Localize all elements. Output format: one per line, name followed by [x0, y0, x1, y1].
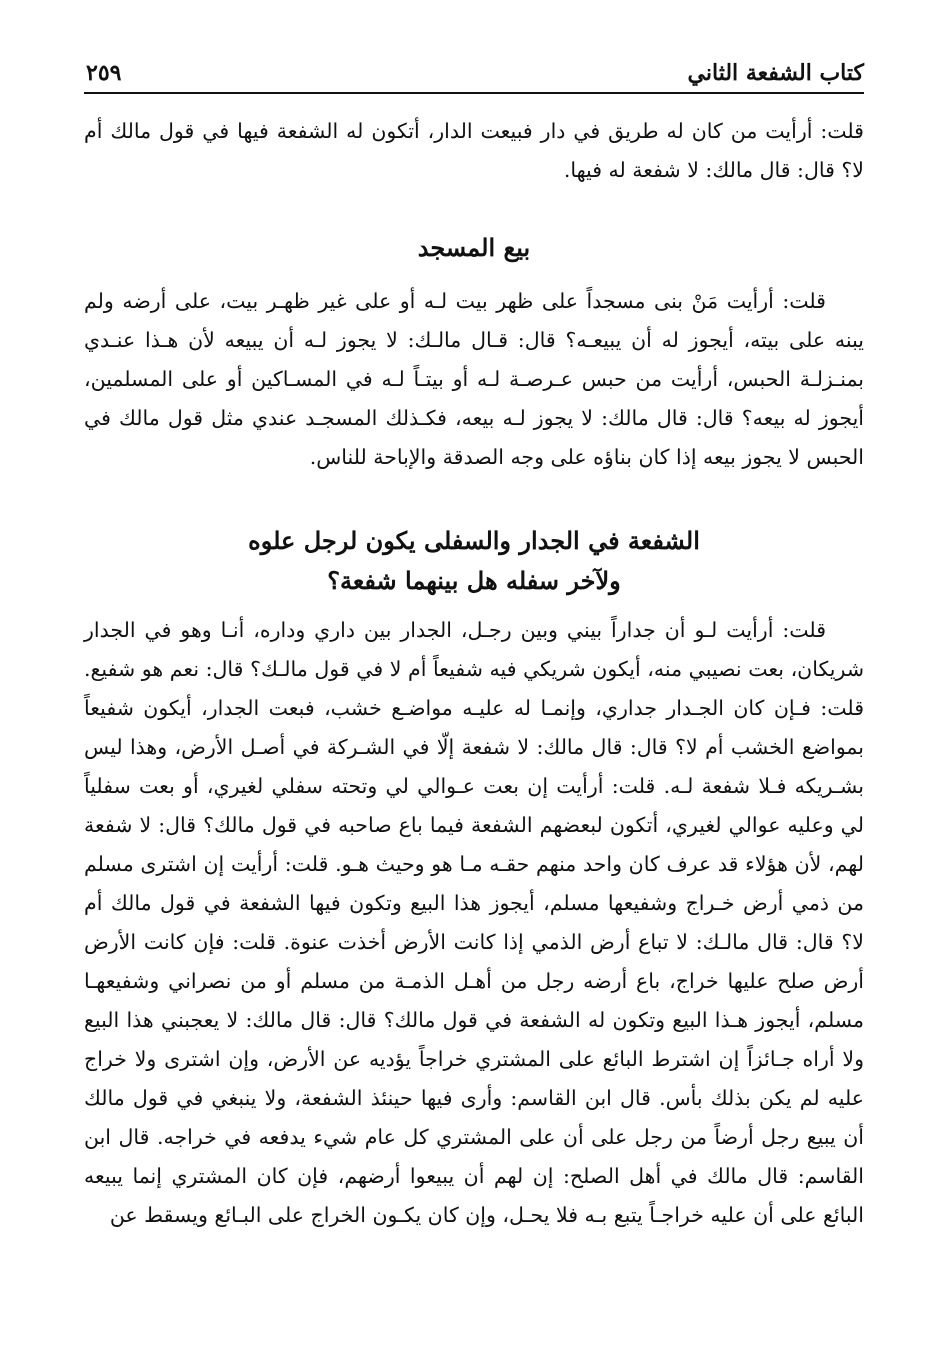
section-heading-line-1: الشفعة في الجدار والسفلى يكون لرجل علوه [248, 526, 700, 555]
page-number: ٢٥٩ [86, 60, 122, 86]
section-heading-mosque-sale: بيع المسجد [417, 233, 531, 262]
paragraph-mosque-sale: قلت: أرأيت مَنْ بنى مسجداً على ظهر بيت لـه أو على غير ظهـر بيت، على أرضه ولم يبنه على بيته، أيجوز له أن يبيعـه؟ قال: قـال مالـك: لا يجوز لـه أن يبيعه لأن هـذا عنـدي بمنـزلـة الحبس، أرأيت من حبس عـرصـة لـه أو بيتـاً لـه في المسـاكين أو على المسلمين، أيجوز له بيعه؟ قال: قال مالك: لا يجوز لـه بيعه، فكـذلك المسجـد عندي مثل قول مالك في الحبس لا يجوز بيعه إذا كان بناؤه على وجه الصدقة والإباحة للناس. [84, 289, 864, 469]
paragraph-wall-shufa: قلت: أرأيت لـو أن جداراً بيني وبين رجـل، الجدار بين داري وداره، أنـا وهو في الجدار شريكان، بعت نصيبي منه، أيكون شريكي فيه شفيعاً أم لا في قول مالـك؟ قال: نعم هو شفيع. قلت: فـإن كان الجـدار جداري، وإنمـا له عليـه مواضـع خشب، فبعت الجدار، أيكون شفيعاً بمواضع الخشب أم لا؟ قال: قال مالك: لا شفعة إلّا في الشـركة في أصـل الأرض، وهذا ليس بشـريكه فـلا شفعة لـه. قلت: أرأيت إن بعت عـوالي لي وتحته سفلي لغيري، أو بعت سفلياً لي وعليه عوالي لغيري، أتكون لبعضهم الشفعة فيما باع صاحبه في قول مالك؟ قال: لا شفعة لهم، لأن هؤلاء قد عرف كان واحد منهم حقـه مـا هو وحيث هـو. قلت: أرأيت إن اشترى مسلم من ذمي أرض خـراج وشفيعها مسلم، أيجوز هذا البيع وتكون فيها الشفعة في قول مالك أم لا؟ قال: قال مالـك: لا تباع أرض الذمي إذا كانت الأرض أخذت عنوة. قلت: فإن كانت الأرض أرض صلح عليها خراج، باع أرضه رجل من أهـل الذمـة من مسلم أو من نصراني وشفيعهـا مسلم، أيجوز هـذا البيع وتكون له الشفعة في قول مالك؟ قال: قال مالك: لا يعجبني هذا البيع ولا أراه جـائزاً إن اشترط البائع على المشتري خراجاً يؤديه عن الأرض، وإن اشترى ولا خراج عليه لم يكن بذلك بأس. قال ابن القاسم: وأرى فيها حينئذ الشفعة، ولا ينبغي في قول مالك أن يبيع رجل أرضاً من رجل على أن على المشتري كل عام شيء يدفعه في خراجه. قال ابن القاسم: قال مالك في أهل الصلح: إن لهم أن يبيعوا أرضهم، فإن كان المشتري إنما يبيعه البائع على أن عليه خراجـاً يتبع بـه فلا يحـل، وإن كان يكـون الخراج على البـائع ويسقط عن [84, 618, 864, 1227]
paragraph-road-shufa: قلت: أرأيت من كان له طريق في دار فبيعت الدار، أتكون له الشفعة فيها في قول مالك أم لا؟ قال: قال مالك: لا شفعة له فيها. [84, 119, 864, 182]
section-heading-line-2: ولآخر سفله هل بينهما شفعة؟ [327, 566, 621, 595]
book-title: كتاب الشفعة الثاني [687, 60, 864, 86]
section-heading-wall-shufa [84, 521, 864, 601]
book-page [84, 54, 864, 1235]
running-header [84, 54, 864, 94]
